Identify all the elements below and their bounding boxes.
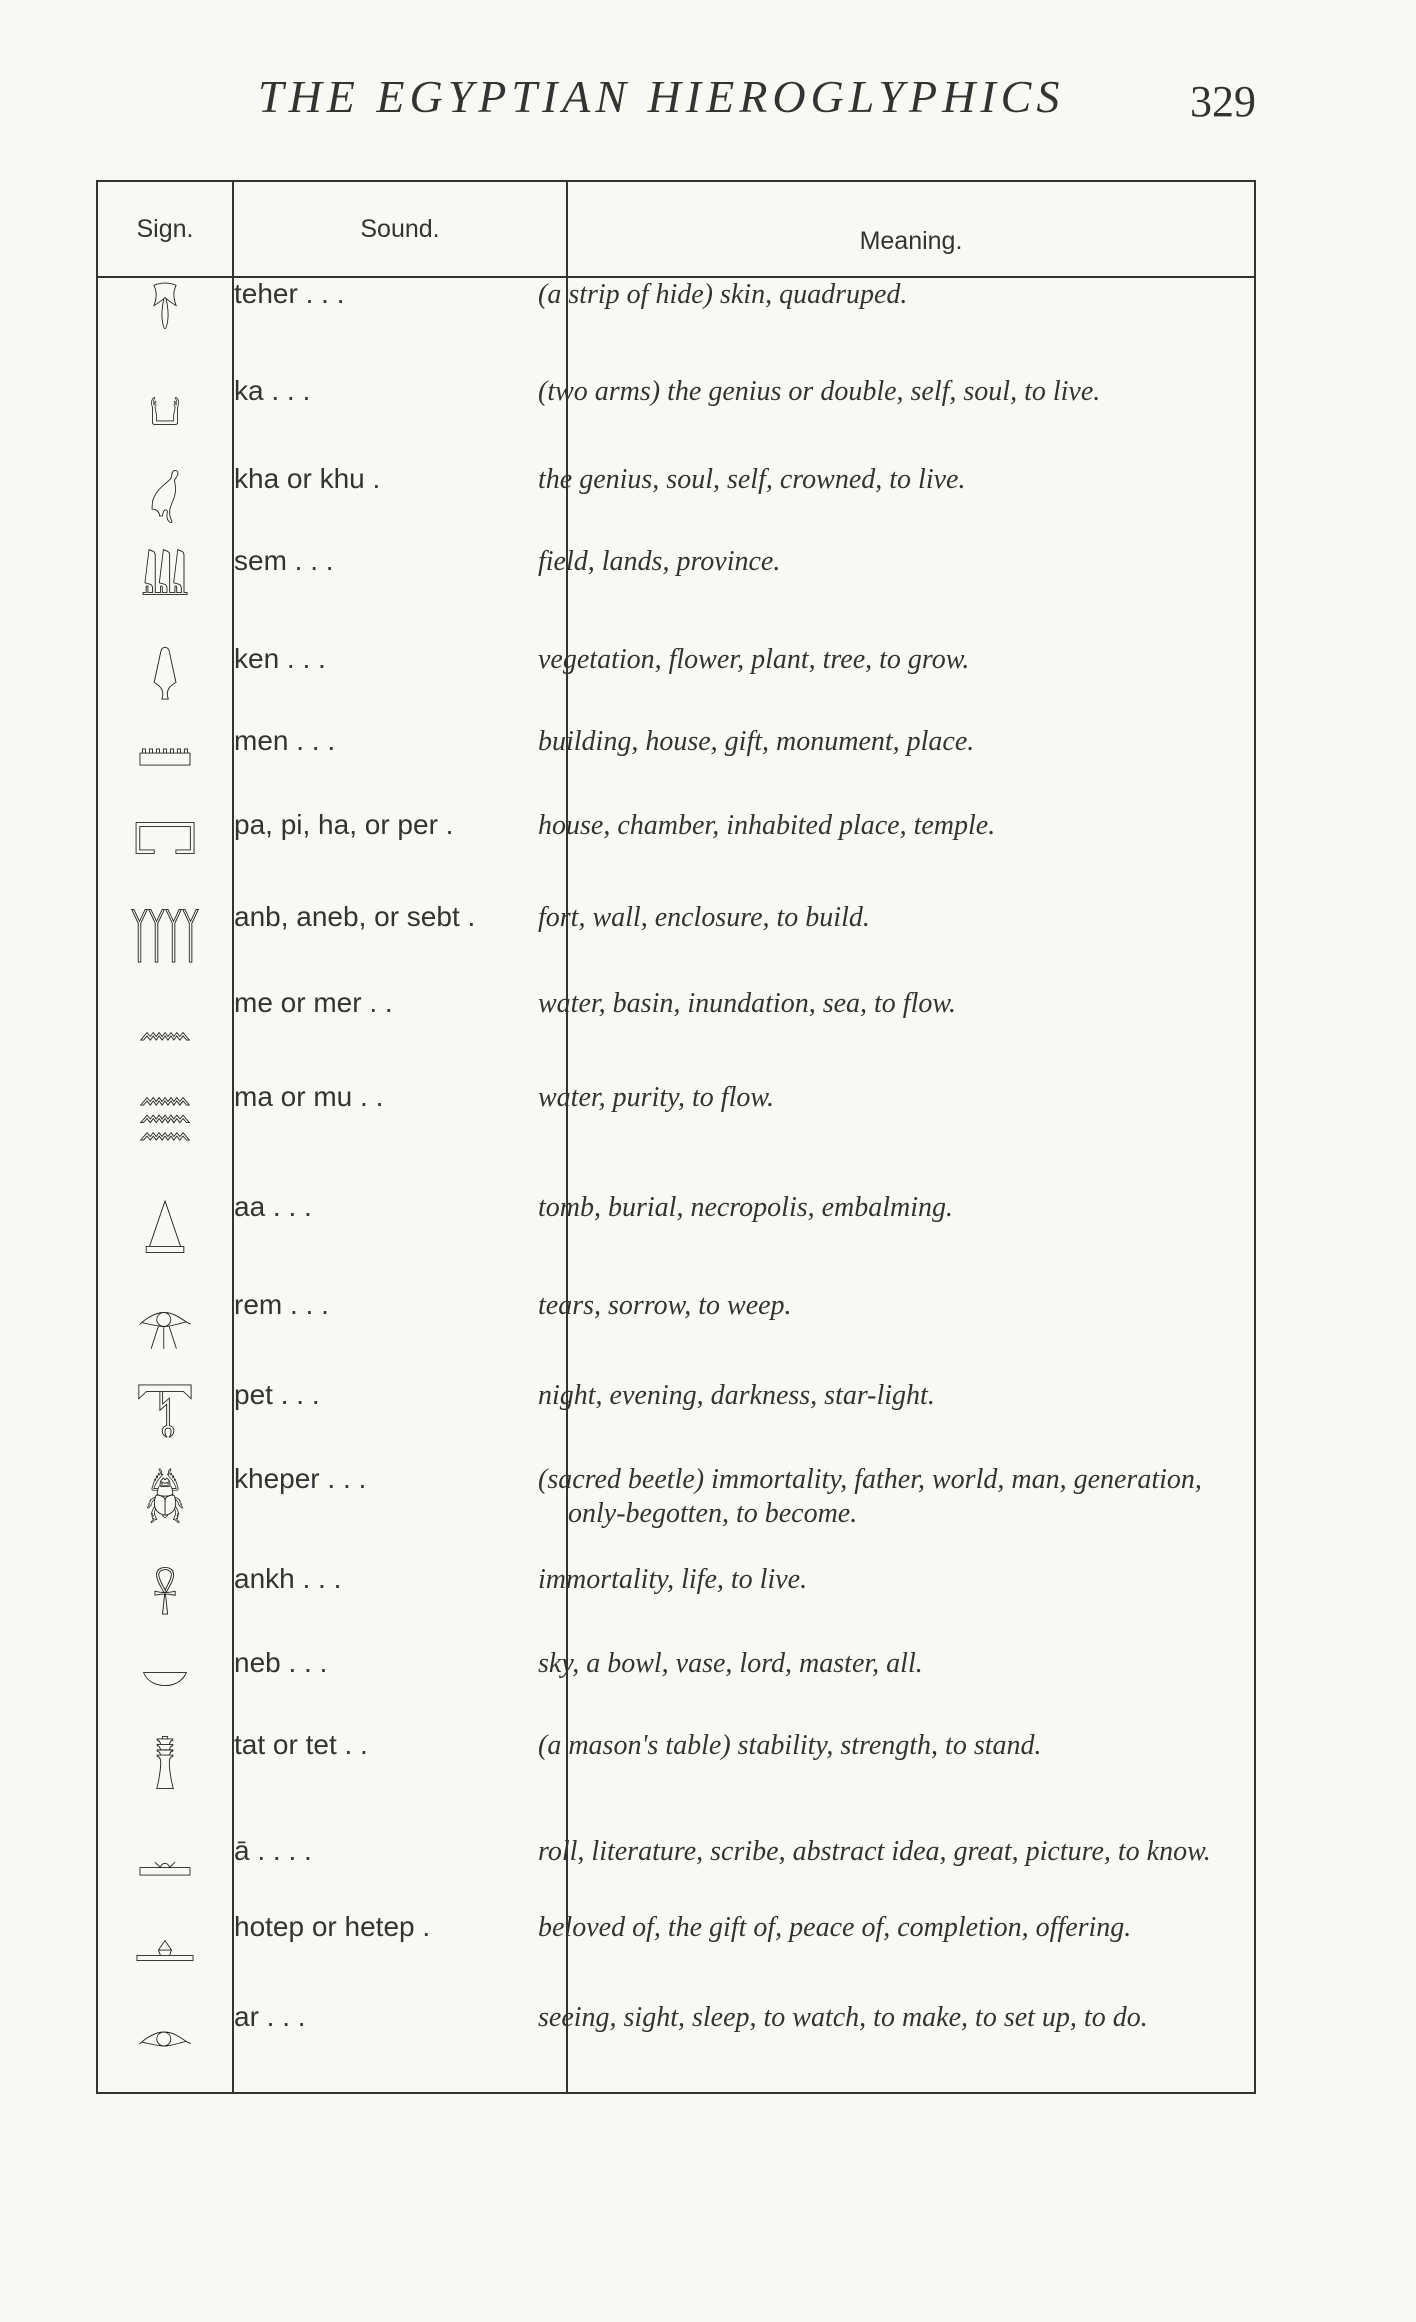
meaning-cell: building, house, gift, monument, place. <box>567 725 1255 809</box>
hide-strip-sign-icon: 𓄜 <box>150 285 180 339</box>
sign-cell <box>97 1379 233 1463</box>
sign-cell <box>97 1835 233 1911</box>
sound-cell: ā . . . . <box>233 1835 567 1911</box>
table-row <box>97 1191 1255 1289</box>
meaning-cell: beloved of, the gift of, peace of, completion, offering. <box>567 1911 1255 2001</box>
sound-cell: anb, aneb, or sebt . <box>233 901 567 987</box>
meaning-cell: (a strip of hide) skin, quadruped. <box>567 277 1255 375</box>
meaning-cell: vegetation, flower, plant, tree, to grow. <box>567 643 1255 725</box>
sound-cell: pet . . . <box>233 1379 567 1463</box>
sign-cell <box>97 1289 233 1379</box>
table-row <box>97 643 1255 725</box>
table-row <box>97 725 1255 809</box>
sign-cell <box>97 1081 233 1191</box>
meaning-cell: (two arms) the genius or double, self, soul, to live. <box>567 375 1255 463</box>
meaning-cell: (a mason's table) stability, strength, to stand. <box>567 1729 1255 1835</box>
sound-cell: pa, pi, ha, or per . <box>233 809 567 901</box>
page-header <box>0 70 1416 140</box>
meaning-cell: tomb, burial, necropolis, embalming. <box>567 1191 1255 1289</box>
table-row <box>97 1729 1255 1835</box>
table-row <box>97 1647 1255 1729</box>
offering-table-sign-icon: 𓊵 <box>134 1918 196 1972</box>
column-header-meaning: Meaning. <box>567 181 1255 277</box>
table-row <box>97 901 1255 987</box>
meaning-cell: tears, sorrow, to weep. <box>567 1289 1255 1379</box>
weeping-eye-sign-icon: 𓁿 <box>136 1296 194 1350</box>
sound-cell: ka . . . <box>233 375 567 463</box>
meaning-cell: seeing, sight, sleep, to watch, to make, to set up, to do. <box>567 2001 1255 2093</box>
sound-cell: teher . . . <box>233 277 567 375</box>
sound-cell: sem . . . <box>233 545 567 643</box>
sound-cell: ar . . . <box>233 2001 567 2093</box>
sign-cell <box>97 643 233 725</box>
table-row <box>97 1835 1255 1911</box>
table-header-row <box>97 181 1255 277</box>
sign-cell <box>97 1911 233 2001</box>
table-row <box>97 1379 1255 1463</box>
sound-cell: me or mer . . <box>233 987 567 1081</box>
meaning-cell: water, purity, to flow. <box>567 1081 1255 1191</box>
meaning-cell: sky, a bowl, vase, lord, master, all. <box>567 1647 1255 1729</box>
meaning-cell: house, chamber, inhabited place, temple. <box>567 809 1255 901</box>
night-sky-sign-icon: 𓇰 <box>136 1386 194 1440</box>
table-body <box>97 277 1255 2093</box>
house-plan-sign-icon: 𓉐 <box>133 816 197 870</box>
tomb-sign-icon: 𓉴 <box>143 1198 187 1252</box>
meaning-cell: immortality, life, to live. <box>567 1563 1255 1647</box>
sound-cell: tat or tet . . <box>233 1729 567 1835</box>
sign-cell <box>97 1463 233 1563</box>
page-number: 329 <box>1190 77 1256 126</box>
sign-cell <box>97 1191 233 1289</box>
scarab-beetle-sign-icon: 𓆣 <box>144 1470 186 1524</box>
table-row <box>97 1911 1255 2001</box>
column-header-sign: Sign. <box>97 181 233 277</box>
table-row <box>97 277 1255 375</box>
sign-cell <box>97 725 233 809</box>
table-row <box>97 2001 1255 2093</box>
two-arms-sign-icon: 𓂓 <box>148 382 182 436</box>
table-row <box>97 1081 1255 1191</box>
sign-cell <box>97 2001 233 2093</box>
basin-sign-icon: 𓈖 <box>137 994 193 1048</box>
meaning-cell: fort, wall, enclosure, to build. <box>567 901 1255 987</box>
water-ripples-sign-icon: 𓈗 <box>137 1088 193 1142</box>
table-row <box>97 463 1255 545</box>
table-row <box>97 545 1255 643</box>
meaning-cell: the genius, soul, self, crowned, to live. <box>567 463 1255 545</box>
field-plants-sign-icon: 𓇏 <box>140 552 190 606</box>
running-title: THE EGYPTIAN HIEROGLYPHICS <box>258 71 1065 122</box>
hieroglyph-table <box>96 180 1256 2094</box>
sound-cell: rem . . . <box>233 1289 567 1379</box>
meaning-cell: water, basin, inundation, sea, to flow. <box>567 987 1255 1081</box>
sound-cell: hotep or hetep . <box>233 1911 567 2001</box>
sound-cell: men . . . <box>233 725 567 809</box>
sign-cell <box>97 463 233 545</box>
sign-cell <box>97 1647 233 1729</box>
sound-cell: ankh . . . <box>233 1563 567 1647</box>
sign-cell <box>97 901 233 987</box>
table-row <box>97 809 1255 901</box>
table-row <box>97 1463 1255 1563</box>
sound-cell: aa . . . <box>233 1191 567 1289</box>
game-board-sign-icon: 𓏠 <box>137 732 193 786</box>
table-row <box>97 987 1255 1081</box>
djed-pillar-sign-icon: 𓊽 <box>153 1736 177 1790</box>
sign-cell <box>97 1563 233 1647</box>
meaning-cell: (sacred beetle) immortality, father, world, man, generation, only-begotten, to become. <box>567 1463 1255 1563</box>
ankh-sign-icon: 𓋹 <box>152 1570 178 1624</box>
sound-cell: ken . . . <box>233 643 567 725</box>
wall-sign-icon: 𓉾 <box>128 908 202 962</box>
meaning-cell: night, evening, darkness, star-light. <box>567 1379 1255 1463</box>
crown-sign-icon: 𓋑 <box>149 470 181 524</box>
meaning-cell: field, lands, province. <box>567 545 1255 643</box>
sound-cell: kheper . . . <box>233 1463 567 1563</box>
sound-cell: ma or mu . . <box>233 1081 567 1191</box>
sign-cell <box>97 1729 233 1835</box>
meaning-cell: roll, literature, scribe, abstract idea, great, picture, to know. <box>567 1835 1255 1911</box>
papyrus-roll-sign-icon: 𓏛 <box>137 1842 193 1896</box>
sign-cell <box>97 277 233 375</box>
sign-cell <box>97 375 233 463</box>
table-row <box>97 1289 1255 1379</box>
sign-cell <box>97 545 233 643</box>
bowl-sign-icon: 𓎟 <box>140 1654 190 1708</box>
plant-sign-icon: 𓆭 <box>151 650 179 704</box>
table-row <box>97 375 1255 463</box>
sign-cell <box>97 987 233 1081</box>
sign-cell <box>97 809 233 901</box>
sound-cell: neb . . . <box>233 1647 567 1729</box>
table-row <box>97 1563 1255 1647</box>
column-header-sound: Sound. <box>233 181 567 277</box>
sound-cell: kha or khu . <box>233 463 567 545</box>
eye-sign-icon: 𓁹 <box>136 2008 194 2062</box>
